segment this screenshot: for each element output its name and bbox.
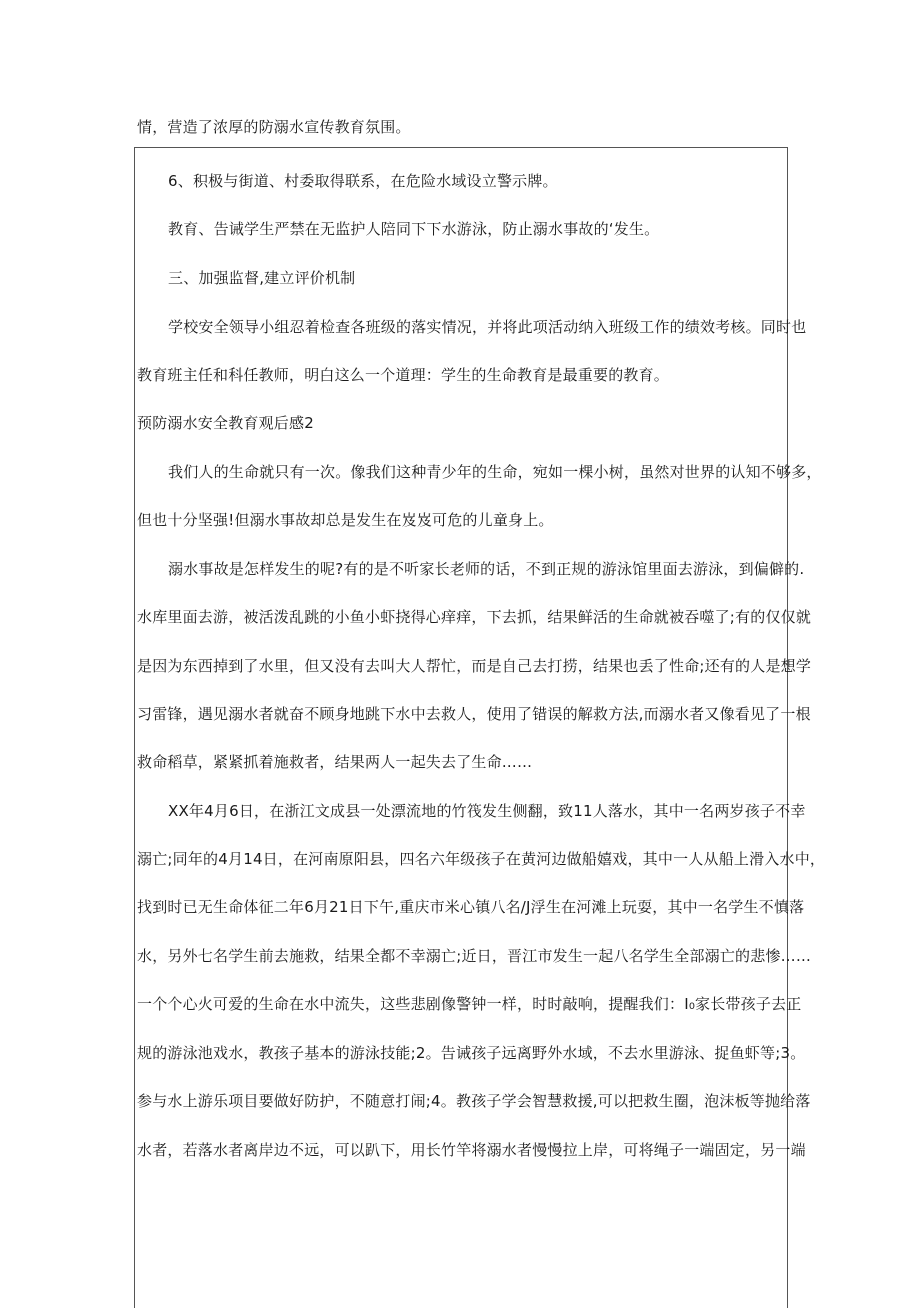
text-line: 水，另外七名学生前去施救，结果全都不幸溺亡;近日，晋江市发生一起八名学生全部溺亡的悲惨…… [137, 947, 812, 965]
text-line: 教育、告诫学生严禁在无监护人陪同下下水游泳，防止溺水事故的‘发生。 [168, 220, 660, 238]
text-line: 水者，若落水者离岸边不远，可以趴下，用长竹竿将溺水者慢慢拉上岸，可将绳子一端固定，另一端 [137, 1141, 806, 1159]
text-line: 救命稻草，紧紧抓着施救者，结果两人一起失去了生命…… [137, 753, 533, 771]
text-line: 是因为东西掉到了水里，但又没有去叫大人帮忙，而是自己去打捞，结果也丢了性命;还有的人是想学 [137, 657, 812, 675]
text-line: 溺亡;同年的4月14日，在河南原阳县，四名六年级孩子在黄河边做船嬉戏，其中一人从船上滑入水中， [137, 850, 826, 868]
text-line: 学校安全领导小组忍着检查各班级的落实情况，并将此项活动纳入班级工作的绩效考核。同时也 [168, 318, 807, 336]
text-line: 习雷锋，遇见溺水者就奋不顾身地跳下水中去救人，使用了错误的解救方法,而溺水者又像看见了一根 [137, 705, 811, 723]
text-line: XX年4月6日，在浙江文成县一处漂流地的竹筏发生侧翻，致11人落水，其中一名两岁孩子不幸 [168, 802, 806, 820]
text-line: 情，营造了浓厚的防溺水宣传教育氛围。 [137, 118, 411, 136]
text-line: 我们人的生命就只有一次。像我们这种青少年的生命，宛如一棵小树，虽然对世界的认知不够多， [168, 463, 822, 481]
text-line: 教育班主任和科任教师，明白这么一个道理：学生的生命教育是最重要的教育。 [137, 366, 670, 384]
text-line: 找到时已无生命体征二年6月21日下午,重庆市米心镇八名/J浮生在河滩上玩耍，其中一名学生不慎落 [137, 898, 805, 916]
text-line: 水库里面去游，被活泼乱跳的小鱼小虾挠得心痒痒，下去抓，结果鲜活的生命就被吞噬了;有的仅仅就 [137, 608, 812, 626]
text-line: 一个个心火可爱的生命在水中流失，这些悲剧像警钟一样，时时敲响，提醒我们：I₀家长带孩子去正 [137, 995, 802, 1013]
text-line: 溺水事故是怎样发生的呢?有的是不听家长老师的话，不到正规的游泳馆里面去游泳，到偏僻的. [168, 560, 805, 578]
text-line: 规的游泳池戏水，教孩子基本的游泳技能;2。告诫孩子远离野外水域，不去水里游泳、捉鱼虾等;3。 [137, 1044, 806, 1062]
text-line: 参与水上游乐项目要做好防护，不随意打闹;4。教孩子学会智慧救援,可以把救生圈，泡沫板等抛给落 [137, 1092, 811, 1110]
article-title: 预防溺水安全教育观后感2 [137, 414, 314, 432]
section-heading: 三、加强监督,建立评价机制 [168, 269, 356, 287]
text-line: 但也十分坚强!但溺水事故却总是发生在岌岌可危的儿童身上。 [137, 511, 554, 529]
text-line: 6、积极与街道、村委取得联系，在危险水域设立警示牌。 [168, 172, 558, 190]
